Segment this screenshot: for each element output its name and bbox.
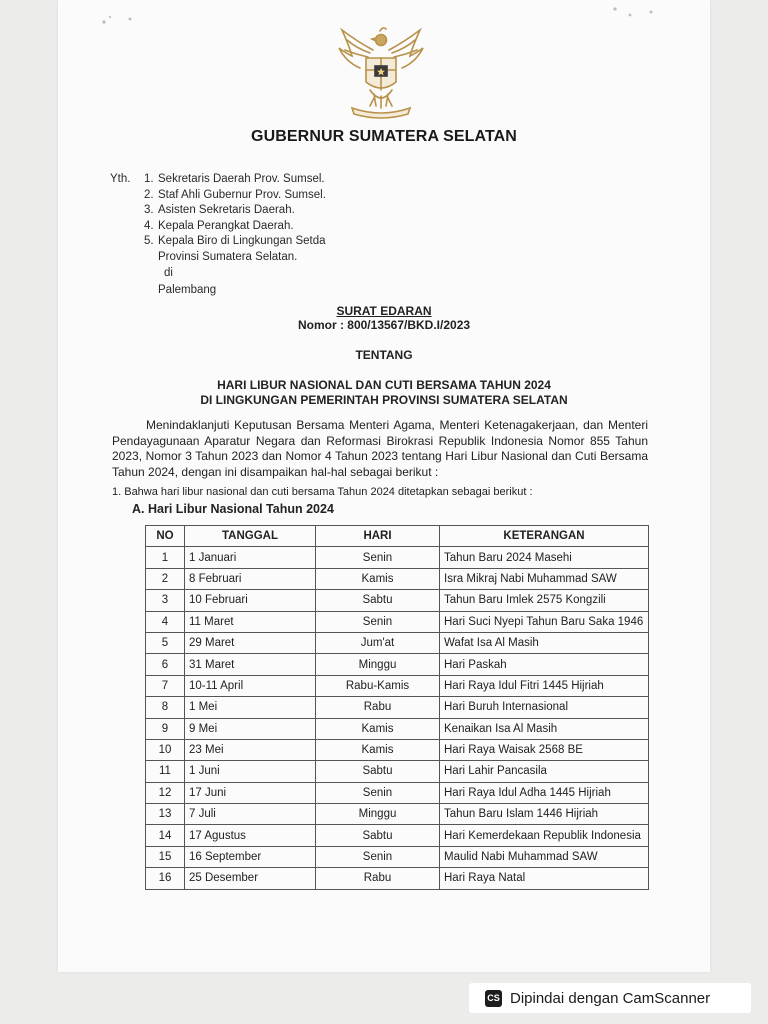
cell-tanggal: 11 Maret <box>185 611 316 632</box>
cell-hari: Jum'at <box>316 632 440 653</box>
camscanner-logo-icon: CS <box>485 990 502 1007</box>
cell-hari: Sabtu <box>316 825 440 846</box>
cell-no: 6 <box>146 654 185 675</box>
cell-no: 15 <box>146 846 185 867</box>
cell-hari: Senin <box>316 782 440 803</box>
cell-tanggal: 10 Februari <box>185 590 316 611</box>
table-row <box>146 675 649 696</box>
table-row <box>146 697 649 718</box>
recipient-text: Kepala Biro di Lingkungan Setda <box>158 235 326 248</box>
cell-keterangan: Tahun Baru Islam 1446 Hijriah <box>440 804 649 825</box>
circular-number: Nomor : 800/13567/BKD.I/2023 <box>297 318 471 332</box>
header-no: NO <box>146 526 185 547</box>
cell-tanggal: 31 Maret <box>185 654 316 675</box>
cell-no: 13 <box>146 804 185 825</box>
cell-tanggal: 25 Desember <box>185 868 316 889</box>
cell-no: 7 <box>146 675 185 696</box>
sub-heading-a: A. Hari Libur Nasional Tahun 2024 <box>132 502 334 516</box>
cell-keterangan: Maulid Nabi Muhammad SAW <box>440 846 649 867</box>
recipient-item <box>110 219 326 235</box>
cell-keterangan: Tahun Baru 2024 Masehi <box>440 547 649 568</box>
table-row <box>146 825 649 846</box>
recipient-text: Asisten Sekretaris Daerah. <box>158 204 295 217</box>
table-row <box>146 868 649 889</box>
cell-hari: Rabu <box>316 868 440 889</box>
recipient-di: di <box>164 266 173 279</box>
cell-no: 14 <box>146 825 185 846</box>
intro-paragraph: Menindaklanjuti Keputusan Bersama Menteri Agama, Menteri Ketenagakerjaan, dan Menteri Pendayagunaan Aparatur Negara dan Reformasi Birokrasi Republik Indonesia Nomor 855 Tahun 2023, Nomor 3 Tahun 2023 dan Nomor 4 Tahun 2023 tentang Hari Libur Nasional dan Cuti Bersama Tahun 2024, dengan ini disampaikan hal-hal sebagai berikut : <box>112 418 648 479</box>
header-keterangan: KETERANGAN <box>440 526 649 547</box>
recipient-item <box>110 234 326 250</box>
cell-keterangan: Hari Buruh Internasional <box>440 697 649 718</box>
cell-no: 3 <box>146 590 185 611</box>
table-header-row <box>146 526 649 547</box>
cell-tanggal: 8 Februari <box>185 568 316 589</box>
table-row <box>146 782 649 803</box>
cell-hari: Kamis <box>316 568 440 589</box>
cell-keterangan: Isra Mikraj Nabi Muhammad SAW <box>440 568 649 589</box>
cell-no: 10 <box>146 739 185 760</box>
recipient-continuation: Provinsi Sumatera Selatan. <box>158 250 298 263</box>
cell-tanggal: 9 Mei <box>185 718 316 739</box>
table-row <box>146 611 649 632</box>
cell-no: 8 <box>146 697 185 718</box>
header-hari: HARI <box>316 526 440 547</box>
recipient-prefix: Yth. <box>110 173 131 185</box>
cell-tanggal: 1 Januari <box>185 547 316 568</box>
recipient-number: 2. <box>144 188 154 201</box>
cell-tanggal: 16 September <box>185 846 316 867</box>
cell-no: 11 <box>146 761 185 782</box>
camscanner-watermark <box>469 983 751 1013</box>
cell-tanggal: 1 Mei <box>185 697 316 718</box>
point-1: 1. Bahwa hari libur nasional dan cuti bersama Tahun 2024 ditetapkan sebagai berikut : <box>112 486 533 498</box>
recipient-item <box>110 203 326 219</box>
cell-no: 5 <box>146 632 185 653</box>
cell-keterangan: Hari Kemerdekaan Republik Indonesia <box>440 825 649 846</box>
subject-line-1: HARI LIBUR NASIONAL DAN CUTI BERSAMA TAHUN 2024 <box>217 378 551 392</box>
recipient-text: Sekretaris Daerah Prov. Sumsel. <box>158 173 325 185</box>
cell-tanggal: 17 Juni <box>185 782 316 803</box>
recipient-city: Palembang <box>158 284 217 297</box>
cell-hari: Sabtu <box>316 590 440 611</box>
cell-no: 1 <box>146 547 185 568</box>
table-row <box>146 718 649 739</box>
garuda-emblem-icon <box>330 22 432 122</box>
table-body <box>146 547 649 889</box>
cell-hari: Kamis <box>316 739 440 760</box>
cell-hari: Kamis <box>316 718 440 739</box>
table-row <box>146 654 649 675</box>
cell-hari: Minggu <box>316 654 440 675</box>
recipient-item <box>110 172 326 188</box>
cell-no: 12 <box>146 782 185 803</box>
table-row <box>146 804 649 825</box>
table-row <box>146 568 649 589</box>
letterhead-title: GUBERNUR SUMATERA SELATAN <box>251 128 517 145</box>
circular-tentang: TENTANG <box>355 348 413 362</box>
cell-hari: Senin <box>316 547 440 568</box>
recipient-text: Staf Ahli Gubernur Prov. Sumsel. <box>158 188 326 201</box>
cell-keterangan: Hari Raya Idul Fitri 1445 Hijriah <box>440 675 649 696</box>
cell-keterangan: Hari Raya Waisak 2568 BE <box>440 739 649 760</box>
subject-line-2: DI LINGKUNGAN PEMERINTAH PROVINSI SUMATERA SELATAN <box>200 393 568 407</box>
recipient-number: 1. <box>144 173 154 185</box>
cell-tanggal: 1 Juni <box>185 761 316 782</box>
cell-hari: Sabtu <box>316 761 440 782</box>
cell-hari: Senin <box>316 846 440 867</box>
table-row <box>146 547 649 568</box>
cell-hari: Rabu <box>316 697 440 718</box>
recipient-item <box>110 188 326 204</box>
cell-keterangan: Kenaikan Isa Al Masih <box>440 718 649 739</box>
cell-hari: Rabu-Kamis <box>316 675 440 696</box>
cell-hari: Senin <box>316 611 440 632</box>
recipient-number: 5. <box>144 235 154 248</box>
cell-tanggal: 7 Juli <box>185 804 316 825</box>
holiday-table <box>145 525 649 890</box>
cell-keterangan: Hari Suci Nyepi Tahun Baru Saka 1946 <box>440 611 649 632</box>
cell-keterangan: Tahun Baru Imlek 2575 Kongzili <box>440 590 649 611</box>
cell-tanggal: 17 Agustus <box>185 825 316 846</box>
recipient-text: Kepala Perangkat Daerah. <box>158 219 294 232</box>
cell-no: 9 <box>146 718 185 739</box>
cell-no: 4 <box>146 611 185 632</box>
cell-keterangan: Hari Raya Idul Adha 1445 Hijriah <box>440 782 649 803</box>
cell-no: 2 <box>146 568 185 589</box>
cell-hari: Minggu <box>316 804 440 825</box>
table-row <box>146 846 649 867</box>
table-row <box>146 739 649 760</box>
circular-title: SURAT EDARAN <box>336 304 432 318</box>
table-row <box>146 761 649 782</box>
cell-keterangan: Wafat Isa Al Masih <box>440 632 649 653</box>
circular-subject <box>0 378 768 408</box>
cell-tanggal: 29 Maret <box>185 632 316 653</box>
camscanner-label: Dipindai dengan CamScanner <box>510 989 711 1007</box>
recipient-list <box>110 172 326 299</box>
cell-tanggal: 10-11 April <box>185 675 316 696</box>
table-row <box>146 632 649 653</box>
cell-tanggal: 23 Mei <box>185 739 316 760</box>
recipient-number: 3. <box>144 204 154 217</box>
table-row <box>146 590 649 611</box>
recipient-number: 4. <box>144 219 154 232</box>
cell-keterangan: Hari Paskah <box>440 654 649 675</box>
cell-keterangan: Hari Lahir Pancasila <box>440 761 649 782</box>
cell-no: 16 <box>146 868 185 889</box>
header-tanggal: TANGGAL <box>185 526 316 547</box>
cell-keterangan: Hari Raya Natal <box>440 868 649 889</box>
